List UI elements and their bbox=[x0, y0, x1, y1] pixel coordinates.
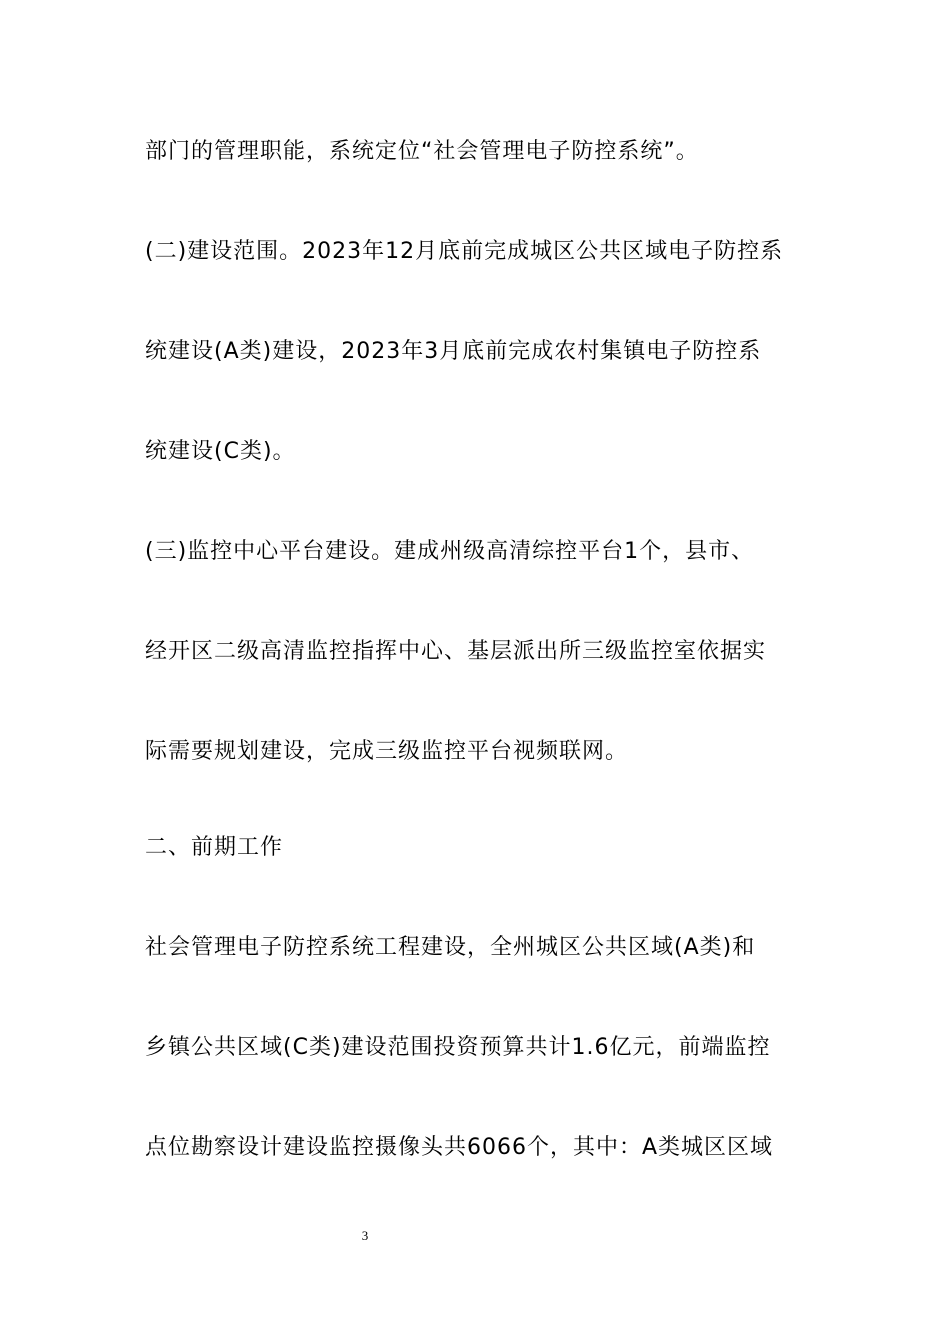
paragraph-line: 际需要规划建设，完成三级监控平台视频联网。 bbox=[145, 739, 629, 764]
paragraph-line: (三)监控中心平台建设。建成州级高清综控平台1个，县市、 bbox=[145, 539, 755, 564]
paragraph-line: 乡镇公共区域(C类)建设范围投资预算共计1.6亿元，前端监控 bbox=[145, 1035, 771, 1060]
paragraph-line: 经开区二级高清监控指挥中心、基层派出所三级监控室依据实 bbox=[145, 639, 767, 664]
paragraph-line: 统建设(A类)建设，2023年3月底前完成农村集镇电子防控系 bbox=[145, 339, 762, 364]
section-heading: 二、前期工作 bbox=[145, 835, 284, 860]
paragraph-line: 部门的管理职能，系统定位“社会管理电子防控系统”。 bbox=[145, 139, 699, 164]
paragraph-line: 统建设(C类)。 bbox=[145, 439, 296, 464]
paragraph-line: 点位勘察设计建设监控摄像头共6066个，其中：A类城区区域 bbox=[145, 1135, 774, 1160]
paragraph-line: 社会管理电子防控系统工程建设，全州城区公共区域(A类)和 bbox=[145, 935, 756, 960]
paragraph-line: (二)建设范围。2023年12月底前完成城区公共区域电子防控系 bbox=[145, 239, 784, 264]
page-number: 3 bbox=[361, 1228, 369, 1243]
